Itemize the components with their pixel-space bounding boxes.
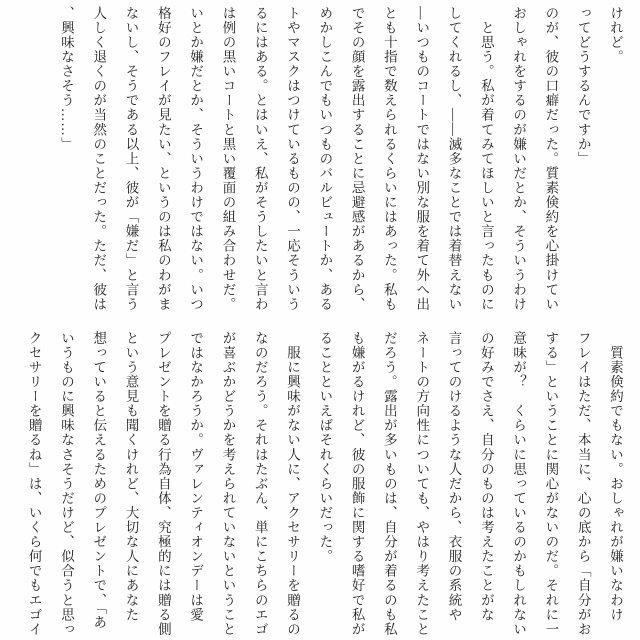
text-line: ではなかろうか。ヴァレンティオンデーは愛 <box>188 331 204 622</box>
text-line: してくれるし、――滅多なことでは着替えない <box>446 6 462 312</box>
text-line: けれど。 <box>608 6 623 65</box>
text-line: いうものに興味なさそうだけど、似合うと思っ <box>58 331 74 637</box>
text-line: ってどうするんですか」 <box>575 6 591 167</box>
text-line: だろう。露出が多いものは、自分が着るのも私 <box>381 331 397 637</box>
text-line: の好みでさえ、自分のものは考えたことがな <box>478 331 494 622</box>
text-line: も嫌がるけれど、彼の服飾に関する嗜好で私が <box>349 331 365 637</box>
text-line: プレゼントを贈る行為自体、究極的には贈る側 <box>155 331 171 637</box>
top-text-block <box>49 6 631 314</box>
text-line: 意味が？ くらいに思っているのかもしれない <box>511 331 527 637</box>
text-line: 質素倹約でもない。おしゃれが嫌いなわけ <box>608 331 623 622</box>
text-line: ることといえばそれくらいだった。 <box>317 331 333 564</box>
text-line: でその顔を露出することに忌避感があるから、 <box>349 6 365 312</box>
bottom-text-block <box>17 331 631 640</box>
text-line: 、興味なさそう……」 <box>58 6 74 152</box>
text-line: ―いつものコートではない別な服を着て外へ出 <box>414 6 430 312</box>
text-line: 服に興味がない人に、アクセサリーを贈るの <box>285 331 301 637</box>
text-line: が喜ぶかどうかを考えられていないということ <box>220 331 236 637</box>
text-line: とも十指で数えられるくらいにはあった。私も <box>381 6 397 312</box>
text-line: のが、彼の口癖だった。質素倹約を心掛けてい <box>543 6 559 312</box>
text-line: めかしこんでもいつものバルビュートか、ある <box>317 6 333 312</box>
text-line: おしゃれをするのが嫌いだとか、そういうわけ <box>511 6 527 312</box>
text-line: 格好のフレイが見たい、というのは私のわがま <box>155 6 171 312</box>
text-line: 人しく退くのが当然のことだった。ただ、彼は <box>91 6 107 312</box>
text-line: るにはある。とはいえ、私がそうしたいと言わ <box>252 6 268 312</box>
text-line: フレイはただ、本当に、心の底から「自分がお <box>575 331 591 637</box>
text-line: する」ということに関心がないのだ。それに一 <box>543 331 559 637</box>
text-line: という意見も聞くけれど、大切な人にあなた <box>123 331 139 622</box>
text-line: は例の黒いコートと黒い覆面の組み合わせだ。 <box>220 6 236 312</box>
text-line: 想っていると伝えるためのプレゼントで、「あ <box>91 331 107 630</box>
text-line: ネートの方向性についても、やはり考えたこと <box>414 331 430 637</box>
text-line: いとか嫌だとか、そういうわけではない。いつ <box>188 6 204 312</box>
text-line: クセサリーを贈るね」は、いくら何でもエゴイ <box>26 331 42 637</box>
text-line: 言ってのけるような人だから、衣服の系統や <box>446 331 462 622</box>
text-line: ないし、そうである以上、彼が「嫌だ」と言う <box>123 6 139 312</box>
text-line: と思う。私が着てみてほしいと言ったものに <box>478 6 494 312</box>
text-line: なのだろう。それはたぶん、単にこちらのエゴ <box>252 331 268 637</box>
text-line: トやマスクはつけているものの、一応そういう <box>285 6 301 312</box>
